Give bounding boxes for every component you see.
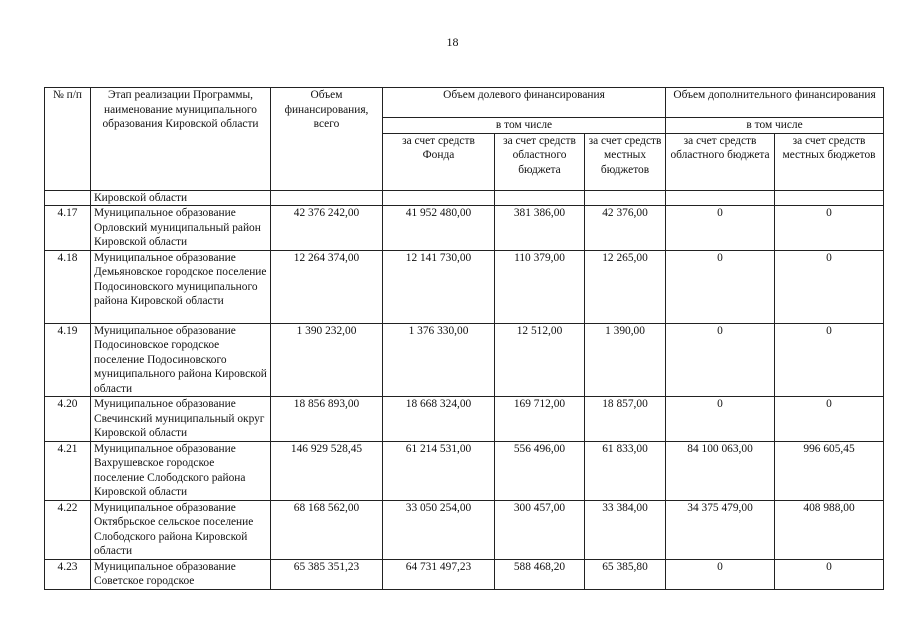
header-total: Объем финансирования, всего (271, 88, 383, 191)
row-number: 4.19 (45, 323, 91, 397)
row-total: 1 390 232,00 (271, 323, 383, 397)
row-regional: 381 386,00 (495, 206, 585, 251)
row-total: 42 376 242,00 (271, 206, 383, 251)
cell (383, 190, 495, 206)
row-add-regional: 0 (666, 323, 775, 397)
header-stage: Этап реализации Программы, наименование муниципального образования Кировской области (91, 88, 271, 191)
table-row (45, 250, 884, 323)
header-add-local: за счет средств местных бюджетов (775, 133, 884, 190)
row-add-regional: 0 (666, 397, 775, 442)
row-add-local: 996 605,45 (775, 441, 884, 500)
table-row (45, 500, 884, 559)
row-local: 61 833,00 (585, 441, 666, 500)
table-row (45, 323, 884, 397)
row-local: 1 390,00 (585, 323, 666, 397)
row-add-local: 0 (775, 250, 884, 323)
row-total: 18 856 893,00 (271, 397, 383, 442)
continuation-row (45, 190, 884, 206)
row-fund: 61 214 531,00 (383, 441, 495, 500)
row-fund: 64 731 497,23 (383, 559, 495, 589)
row-name: Муниципальное образование Советское городское (91, 559, 271, 589)
row-name: Муниципальное образование Орловский муниципальный район Кировской области (91, 206, 271, 251)
row-regional: 110 379,00 (495, 250, 585, 323)
row-add-local: 0 (775, 559, 884, 589)
cell (495, 190, 585, 206)
cell (585, 190, 666, 206)
row-number: 4.20 (45, 397, 91, 442)
header-incl: в том числе (666, 118, 884, 134)
row-add-local: 408 988,00 (775, 500, 884, 559)
row-number: 4.17 (45, 206, 91, 251)
row-number: 4.23 (45, 559, 91, 589)
row-add-regional: 0 (666, 559, 775, 589)
row-add-regional: 0 (666, 250, 775, 323)
cell (775, 190, 884, 206)
row-add-local: 0 (775, 323, 884, 397)
page-number: 18 (446, 35, 459, 49)
row-fund: 41 952 480,00 (383, 206, 495, 251)
table-row (45, 559, 884, 589)
row-regional: 169 712,00 (495, 397, 585, 442)
row-name: Муниципальное образование Вахрушевское городское поселение Слободского района Кировской области (91, 441, 271, 500)
row-add-regional: 34 375 479,00 (666, 500, 775, 559)
header-add-regional: за счет средств областного бюджета (666, 133, 775, 190)
table-row (45, 441, 884, 500)
financing-table (44, 87, 884, 590)
row-add-regional: 0 (666, 206, 775, 251)
row-fund: 1 376 330,00 (383, 323, 495, 397)
header-local: за счет средств местных бюджетов (585, 133, 666, 190)
header-row (45, 88, 884, 118)
row-regional: 12 512,00 (495, 323, 585, 397)
row-local: 33 384,00 (585, 500, 666, 559)
row-regional: 556 496,00 (495, 441, 585, 500)
row-name: Муниципальное образование Октябрьское сельское поселение Слободского района Кировской области (91, 500, 271, 559)
row-add-local: 0 (775, 397, 884, 442)
table-row (45, 206, 884, 251)
row-total: 68 168 562,00 (271, 500, 383, 559)
row-fund: 33 050 254,00 (383, 500, 495, 559)
row-total: 146 929 528,45 (271, 441, 383, 500)
cell (666, 190, 775, 206)
row-name: Муниципальное образование Демьяновское городское поселение Подосиновского муниципального района Кировской области (91, 250, 271, 323)
header-additional: Объем дополнительного финансирования (666, 88, 884, 118)
row-total: 65 385 351,23 (271, 559, 383, 589)
header-num: № п/п (45, 88, 91, 191)
row-regional: 588 468,20 (495, 559, 585, 589)
row-fund: 18 668 324,00 (383, 397, 495, 442)
row-name: Муниципальное образование Свечинский муниципальный округ Кировской области (91, 397, 271, 442)
row-number: 4.18 (45, 250, 91, 323)
row-local: 65 385,80 (585, 559, 666, 589)
row-add-regional: 84 100 063,00 (666, 441, 775, 500)
row-local: 42 376,00 (585, 206, 666, 251)
row-number: 4.21 (45, 441, 91, 500)
cell (45, 190, 91, 206)
row-fund: 12 141 730,00 (383, 250, 495, 323)
continuation-text: Кировской области (91, 190, 271, 206)
row-total: 12 264 374,00 (271, 250, 383, 323)
row-add-local: 0 (775, 206, 884, 251)
row-regional: 300 457,00 (495, 500, 585, 559)
header-regional: за счет средств областного бюджета (495, 133, 585, 190)
row-local: 18 857,00 (585, 397, 666, 442)
cell (271, 190, 383, 206)
table-row (45, 397, 884, 442)
header-shared: Объем долевого финансирования (383, 88, 666, 118)
header-incl: в том числе (383, 118, 666, 134)
row-number: 4.22 (45, 500, 91, 559)
row-name: Муниципальное образование Подосиновское городское поселение Подосиновского муниципального района Кировской области (91, 323, 271, 397)
row-local: 12 265,00 (585, 250, 666, 323)
header-fund: за счет средств Фонда (383, 133, 495, 190)
